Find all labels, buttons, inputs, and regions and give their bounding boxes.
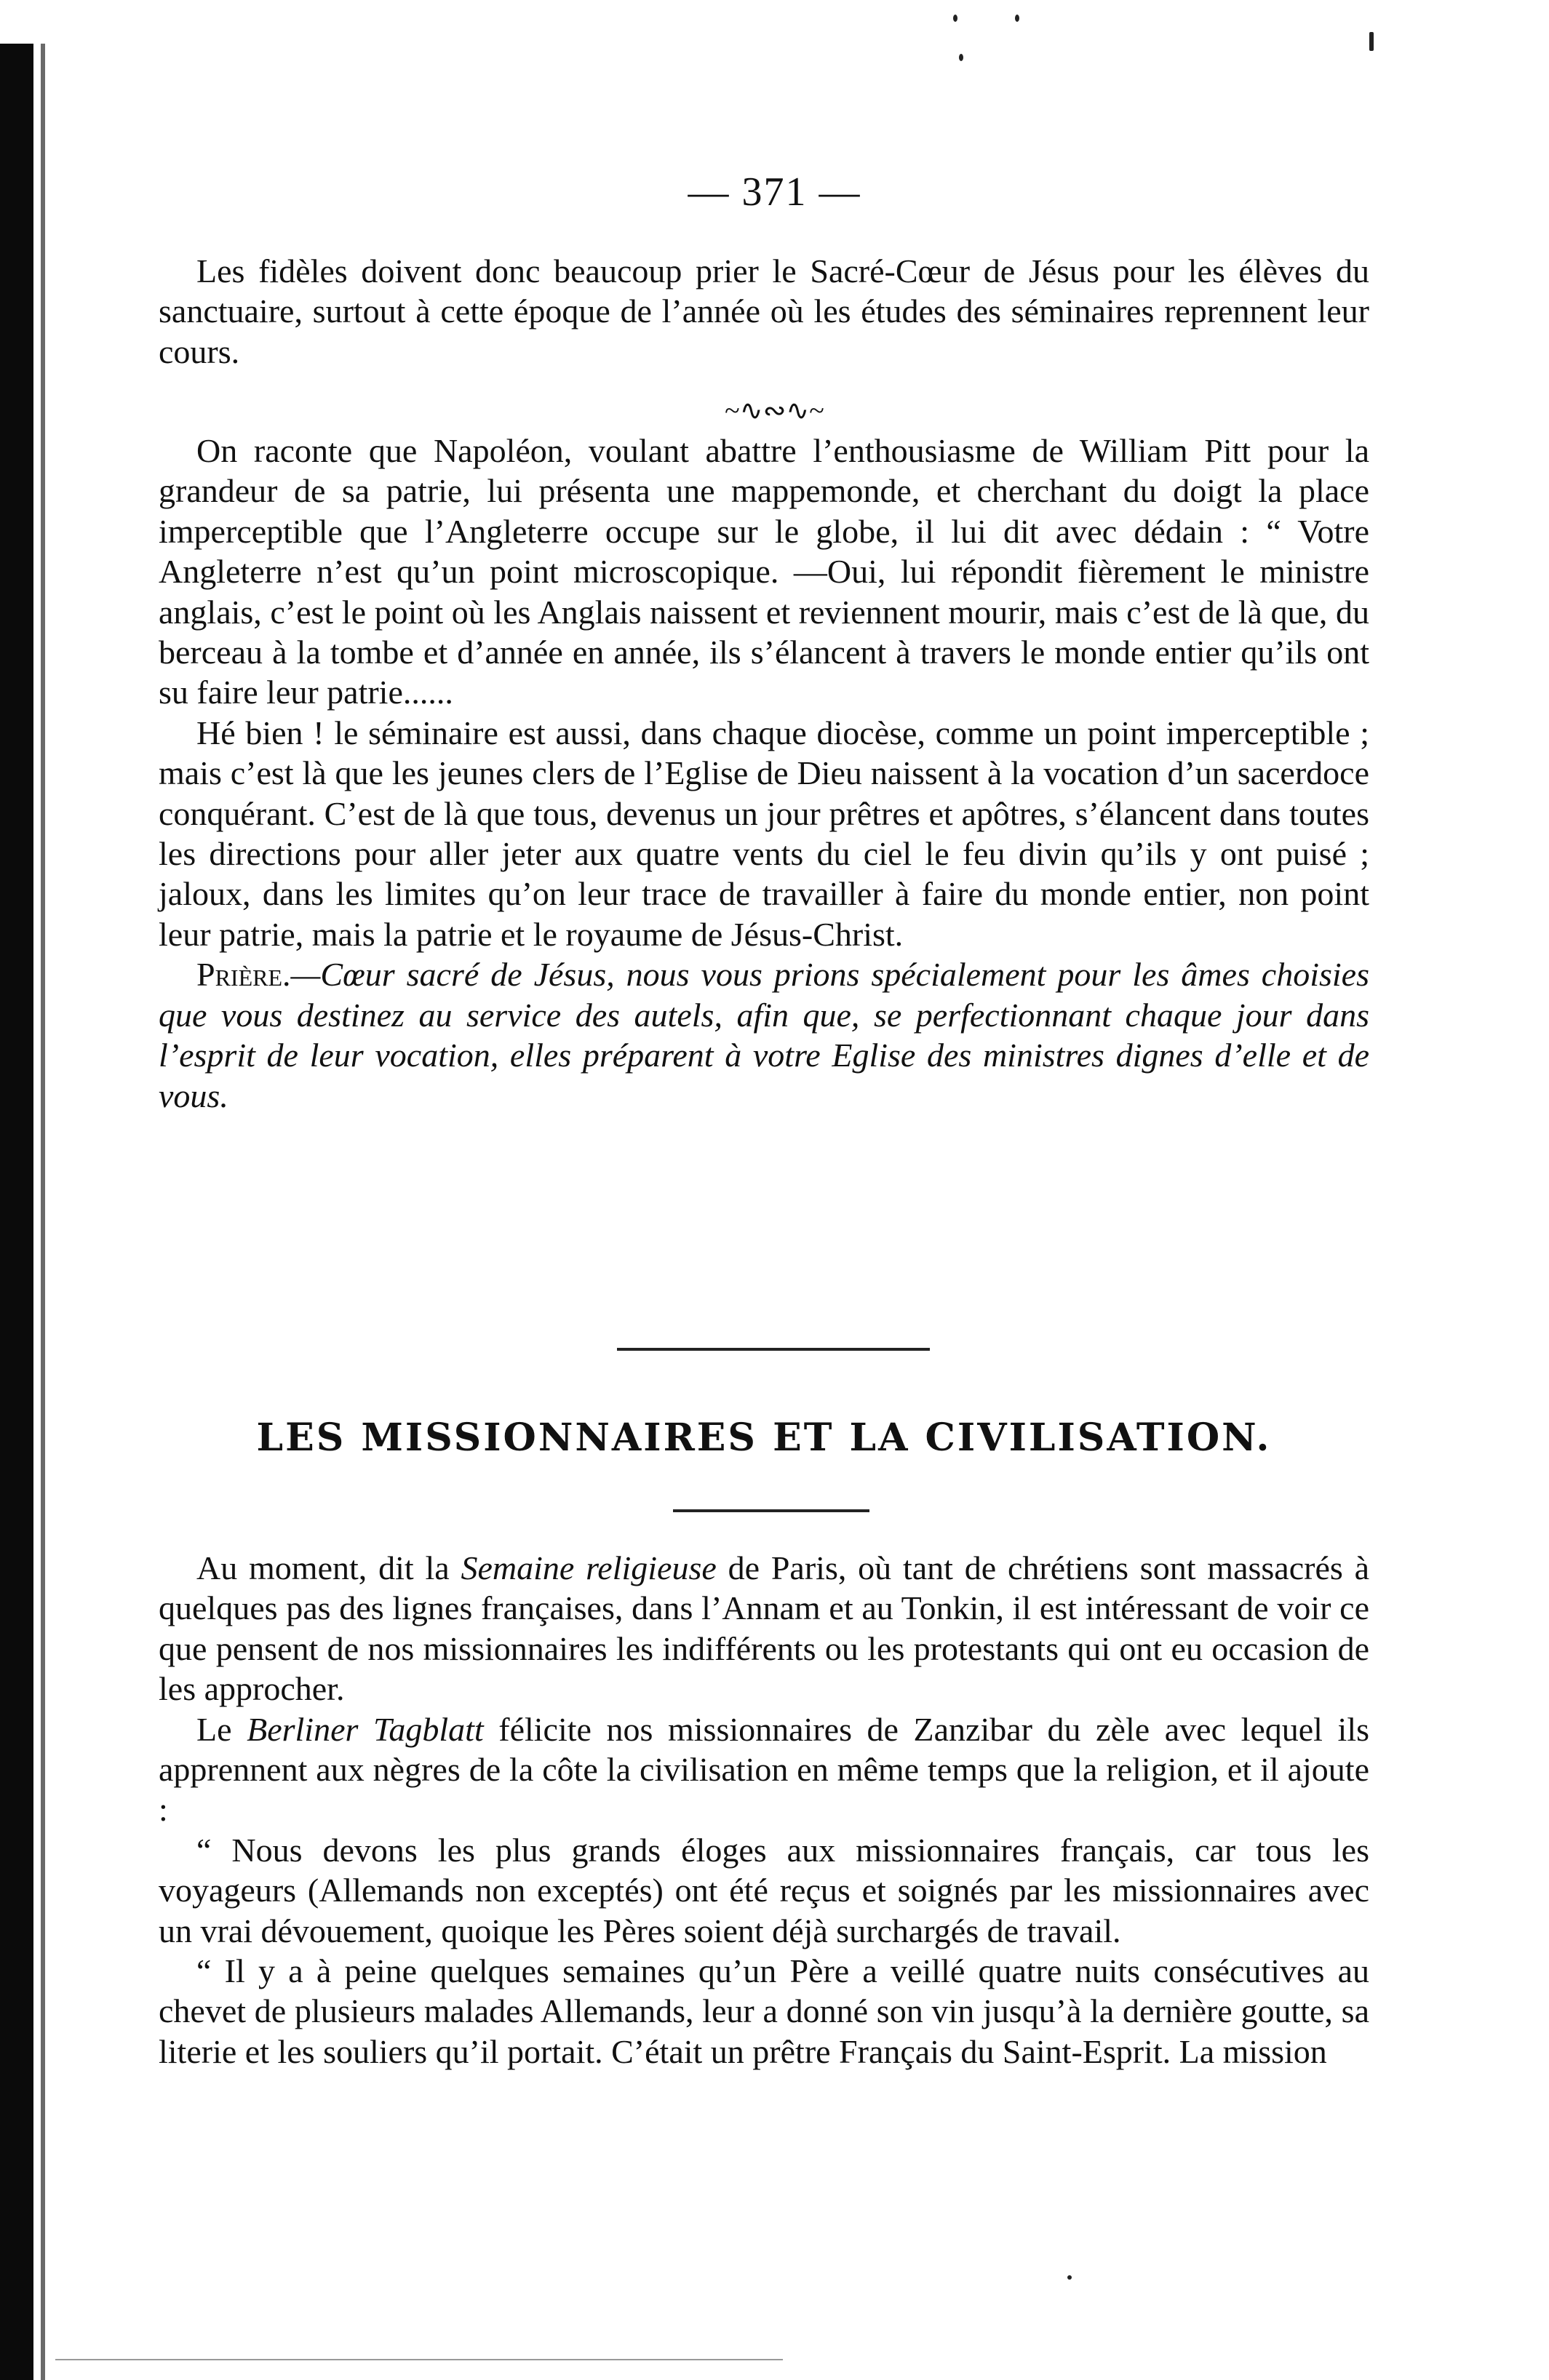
scan-speck bbox=[1067, 2275, 1072, 2280]
section-title: LES MISSIONNAIRES ET LA CIVILISATION. bbox=[256, 1415, 1272, 1460]
intro-paragraph-block bbox=[159, 251, 1369, 372]
missionaries-article-block bbox=[159, 1548, 1369, 2072]
text-run: félicite nos missionnaires de Zanzibar du zèle avec lequel ils apprennent aux nègres de la côte la civilisation en même temps que la religion, et il ajoute : bbox=[159, 1710, 1370, 1829]
publication-name: Semaine religieuse bbox=[461, 1549, 717, 1586]
scan-speck bbox=[1015, 15, 1019, 22]
scan-speck bbox=[959, 54, 963, 61]
section-divider-bottom bbox=[673, 1509, 869, 1512]
quoted-paragraph: “ Il y a à peine quelques semaines qu’un Père a veillé quatre nuits consécutives au chevet de plusieurs malades Allemands, leur a donné son vin jusqu’à la dernière goutte, sa literie et les souliers qu’il portait. C’était un prêtre Français du Saint-Esprit. La mission bbox=[159, 1952, 1369, 2070]
paragraph: On raconte que Napoléon, voulant abattre l’enthousiasme de William Pitt pour la grandeur de sa patrie, lui présenta une mappemonde, et cherchant du doigt la place imperceptible que l’Angleterre occupe sur le globe, il lui dit avec dédain : “ Votre Angleterre n’est qu’un point microscopique. —Oui, lui répondit fièrement le ministre anglais, c’est le point où les Anglais naissent et reviennent mourir, mais c’est de là que, du berceau à la tombe et d’année en année, ils s’élancent à travers le monde entier qu’ils ont su faire leur patrie...... bbox=[159, 432, 1369, 711]
ornament-divider: ~∿∾∿~ bbox=[725, 396, 824, 426]
paragraph bbox=[159, 1548, 1369, 1709]
text-run: de Paris, où tant de chrétiens sont massacrés à quelques pas des lignes françaises, dans l’Annam et au Tonkin, il est intéressant de voir ce que pensent de nos missionnaires les indifférents ou les protestants qui ont eu occasion de les approcher. bbox=[159, 1549, 1369, 1708]
prayer-label: Prière. bbox=[196, 956, 291, 994]
paragraph: Les fidèles doivent donc beaucoup prier le Sacré-Cœur de Jésus pour les élèves du sanctuaire, surtout à cette époque de l’année où les études des séminaires reprennent leur cours. bbox=[159, 252, 1369, 370]
page-binding-edge bbox=[0, 44, 33, 2380]
scan-speck bbox=[1369, 32, 1374, 51]
paragraph bbox=[159, 1709, 1369, 1830]
quoted-paragraph: “ Nous devons les plus grands éloges aux missionnaires français, car tous les voyageurs (Allemands non exceptés) ont été reçus et soignés par les missionnaires avec un vrai dévouement, quoique les Pères soient déjà surchargés de travail. bbox=[159, 1831, 1369, 1949]
scan-speck bbox=[953, 15, 957, 22]
page-binding-shadow bbox=[41, 44, 45, 2380]
text-run: Le bbox=[196, 1710, 247, 1748]
prayer-text: —Cœur sacré de Jésus, nous vous prions spécialement pour les âmes choisies que vous destinez au service des autels, afin que, se perfectionnant chaque jour dans l’esprit de leur vocation, elles préparent à votre Eglise des ministres dignes d’elle et de vous. bbox=[159, 956, 1369, 1114]
page-number: — 371 — bbox=[688, 169, 861, 215]
text-run: Au moment, dit la bbox=[196, 1549, 461, 1586]
napoleon-anecdote-block bbox=[159, 431, 1369, 1116]
paragraph: Hé bien ! le séminaire est aussi, dans chaque diocèse, comme un point imperceptible ; mais c’est là que les jeunes clers de l’Eglise de Dieu naissent à la vocation d’un sacerdoce conquérant. C’est de là que tous, devenus un jour prêtres et apôtres, s’élancent dans toutes les directions pour aller jeter aux quatre vents du ciel le feu divin qu’ils y ont puisé ; jaloux, dans les limites qu’on leur trace de travailler à faire du monde entier, non point leur patrie, mais la patrie et le royaume de Jésus-Christ. bbox=[159, 714, 1369, 953]
prayer-paragraph bbox=[159, 954, 1369, 1116]
scan-edge-line bbox=[55, 2359, 783, 2360]
section-divider-top bbox=[617, 1348, 930, 1351]
publication-name: Berliner Tagblatt bbox=[247, 1710, 484, 1748]
